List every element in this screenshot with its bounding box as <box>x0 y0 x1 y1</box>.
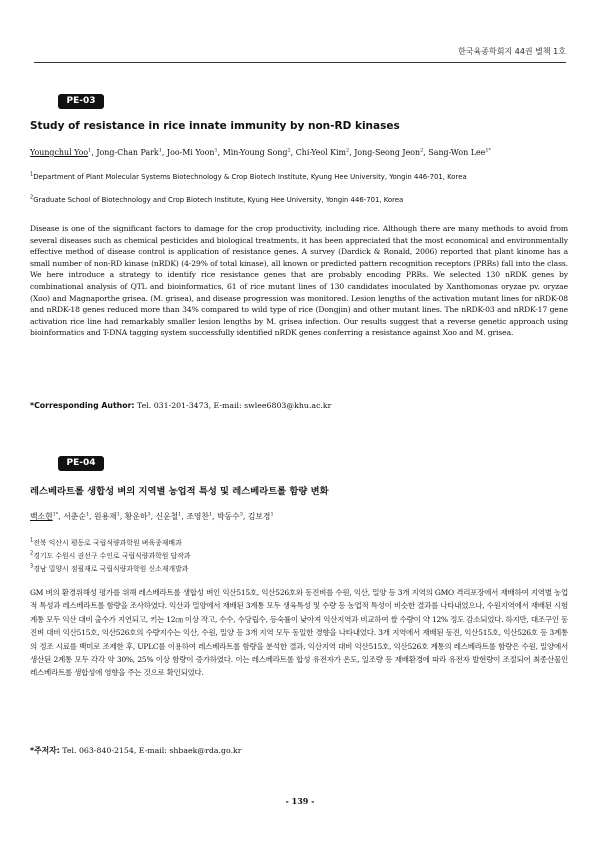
pe04-author-3-sup: 3 <box>147 511 151 518</box>
pe04-abstract: GM 벼의 환경위해성 평가를 위해 레스베라트롤 생합성 벼인 익산515호, 익산526호와 동진벼를 수원, 익산, 밀양 등 3개 지역의 GMO 격리포장에서 재배하여 지역별 농업적 특성과 레스베라트롤 함량을 조사하였다. 익산과 밀양에서 재배된 3계통 모두 생육특성 및 수량 등 농업적 특성이 비슷한 결과를 나타내었으나, 수원지역에서 재배된 시험계통 모두 익산 대비 출수가 지연되고, 키는 12㎝ 이상 작고, 수수, 수당립수, 등숙률이 낮아져 익산지역과 비교하여 쌀 수량이 약 12% 정도 감소되었다. 하지만, 대조구인 동진벼 대비 익산515호, 익산526호의 수량지수는 익산, 수원, 밀양 등 3개 지역 모두 동일한 경향을 나타내었다. 3개 지역에서 재배된 동진, 익산515호, 익산526호 등 3계통의 정조 시료를 백미로 조제한 후, UPLC를 이용하여 레스베라트롤 함량을 분석한 결과, 익산지역 대비 익산515호, 익산526호 계통의 레스베라트롤 함량은 수원, 밀양에서 생산된 2계통 모두 각각 약 30%, 25% 이상 함량이 증가하였다. 이는 레스베라트롤 합성 유전자가 온도, 일조량 등 재배환경에 따라 유전자 발현량이 조절되어 최종산물인 레스베라트롤 생합성에 영향을 주는 것으로 확인되었다. <box>30 588 568 678</box>
pe03-affiliation-1 <box>30 172 570 183</box>
aff-sup: 3 <box>30 563 34 570</box>
pe03-author-6: Sang-Won Lee <box>428 148 486 157</box>
pe03-author-5: Jong-Seong Jeon <box>354 148 421 157</box>
pe04-affiliation-1 <box>30 538 182 550</box>
pe04-author-0: 백소현 <box>30 512 53 521</box>
pe04-author-4-sup: 1 <box>178 511 182 518</box>
pe03-author-1-sup: 1 <box>158 147 162 154</box>
pe04-author-6-sup: 3 <box>239 511 243 518</box>
pe03-badge: PE-03 <box>58 94 104 109</box>
aff-sup: 2 <box>30 194 34 201</box>
author-sep: , <box>349 148 355 157</box>
page-number: - 139 - <box>285 796 315 806</box>
pe04-author-7: 김보경 <box>247 512 271 521</box>
pe04-author-1-sup: 1 <box>85 511 90 518</box>
pe03-author-3: Min-Young Song <box>222 148 288 157</box>
author-sep: , <box>161 148 167 157</box>
pe04-author-5: 조영찬 <box>186 512 209 521</box>
pe03-affiliation-2 <box>30 195 570 206</box>
author-sep: , <box>212 512 218 521</box>
pe04-corresponding <box>30 745 242 756</box>
author-sep: , <box>217 148 223 157</box>
pe03-title: Study of resistance in rice innate immunity by non-RD kinases <box>30 120 400 132</box>
pe04-affiliation-2 <box>30 551 191 563</box>
aff-text: 경남 밀양시 점필재로 국립식량과학원 신소재개발과 <box>33 565 189 573</box>
pe03-author-0-sup: 1 <box>88 147 92 154</box>
aff-text: 경기도 수원시 권선구 수인로 국립식량과학원 답작과 <box>33 552 191 560</box>
pe03-corresponding <box>30 401 331 410</box>
author-sep: , <box>58 512 64 521</box>
corresponding-email: E-mail: shbaek@rda.go.kr <box>138 746 242 755</box>
pe04-author-6: 박동수 <box>217 512 240 521</box>
pe04-badge: PE-04 <box>58 456 104 471</box>
pe04-title: 레스베라트롤 생합성 벼의 지역별 농업적 특성 및 레스베라트롤 함량 변화 <box>30 486 329 497</box>
pe03-author-1: Jong-Chan Park <box>96 148 159 157</box>
aff-text: Graduate School of Biotechnology and Crop Biotech Institute, Kyung Hee University, Yongin 446-701, Korea <box>33 196 404 204</box>
aff-sup: 1 <box>30 171 34 178</box>
aff-sup: 1 <box>30 537 34 544</box>
pe03-author-0: Youngchul Yoo <box>30 148 89 157</box>
pe04-author-2-sup: 1 <box>116 511 120 518</box>
pe04-author-2: 원용재 <box>94 512 117 521</box>
corresponding-label: *Corresponding Author: <box>30 401 135 410</box>
header-rule <box>34 62 566 63</box>
author-sep: , <box>150 512 156 521</box>
aff-text: 전북 익산시 평동로 국립식량과학원 벼육종재배과 <box>33 539 182 547</box>
pe04-author-5-sup: 1 <box>208 511 213 518</box>
pe04-author-3: 황운하 <box>124 512 148 521</box>
pe04-author-4: 신운철 <box>155 512 179 521</box>
pe04-author-0-sup: 1* <box>52 511 59 518</box>
corresponding-email: E-mail: swlee6803@khu.ac.kr <box>213 401 332 410</box>
author-sep: , <box>181 512 187 521</box>
author-sep: , <box>423 148 429 157</box>
aff-text: Department of Plant Molecular Systems Biotechnology & Crop Biotech Institute, Kyung Hee University, Yongin 446-701, Korea <box>33 173 467 181</box>
pe03-authors <box>30 147 570 158</box>
author-sep: , <box>89 512 95 521</box>
corresponding-label: *주저자: <box>30 746 60 755</box>
pe04-author-7-sup: 1 <box>270 511 274 518</box>
author-sep: , <box>290 148 296 157</box>
corresponding-tel: Tel. 031-201-3473, <box>137 401 212 410</box>
corresponding-tel: Tel. 063-840-2154, <box>62 746 137 755</box>
pe03-author-5-sup: 2 <box>420 147 424 154</box>
pe03-author-3-sup: 2 <box>287 147 291 154</box>
pe03-author-4-sup: 2 <box>346 147 350 154</box>
author-sep: , <box>242 512 248 521</box>
author-sep: , <box>119 512 125 521</box>
journal-header: 한국육종학회지 44권 별책 1호 <box>458 47 566 56</box>
pe04-author-1: 서춘순 <box>63 512 86 521</box>
author-sep: , <box>91 148 97 157</box>
pe03-author-2: Joo-Mi Yoon <box>166 148 215 157</box>
pe03-abstract: Disease is one of the significant factors to damage for the crop productivity, including rice. Although there are many methods to avoid from several diseases such as chemical pesticides and biological treatments, it has been appreciated that the most economical and environmentally effective method of disease control is application of resistance genes. A survey (Dardick & Ronald, 2006) reported that plant kinome has a small number of non-RD kinase (nRDK) (4-29% of total kinase), all known or predicted pattern recognition receptors (PRRs) fall into the class. We here introduce a strategy to identify rice resistance genes that are probably encoding PRRs. We selected 130 nRDK genes by combinational analysis of QTL and bioinformatics, 61 of rice mutant lines of 130 candidates inoculated by Xanthomonas oryzae pv. oryzae (Xoo) and Magnaporthe grisea. (M. grisea), and disease progression was monitored. Lesion lengths of the activation mutant lines for nRDK-08 and nRDK-18 genes reduced more than 34% compared to wild type of rice (Dongjin) and other mutant lines. The nRDK-03 and nRDK-17 gene activation rice line had remarkably smaller lesion lengths by M. grisea infection. Our results suggest that a reverse genetic approach using bioinformatics and T-DNA tagging system successfully identified nRDK genes conferring a resistance against Xoo and M. grisea. <box>30 224 568 338</box>
pe04-authors <box>30 511 274 522</box>
aff-sup: 2 <box>30 550 34 557</box>
pe03-author-6-sup: 1* <box>485 147 491 154</box>
pe04-affiliation-3 <box>30 564 188 576</box>
pe03-author-2-sup: 1 <box>214 147 218 154</box>
pe03-author-4: Chi-Yeol Kim <box>295 148 347 157</box>
